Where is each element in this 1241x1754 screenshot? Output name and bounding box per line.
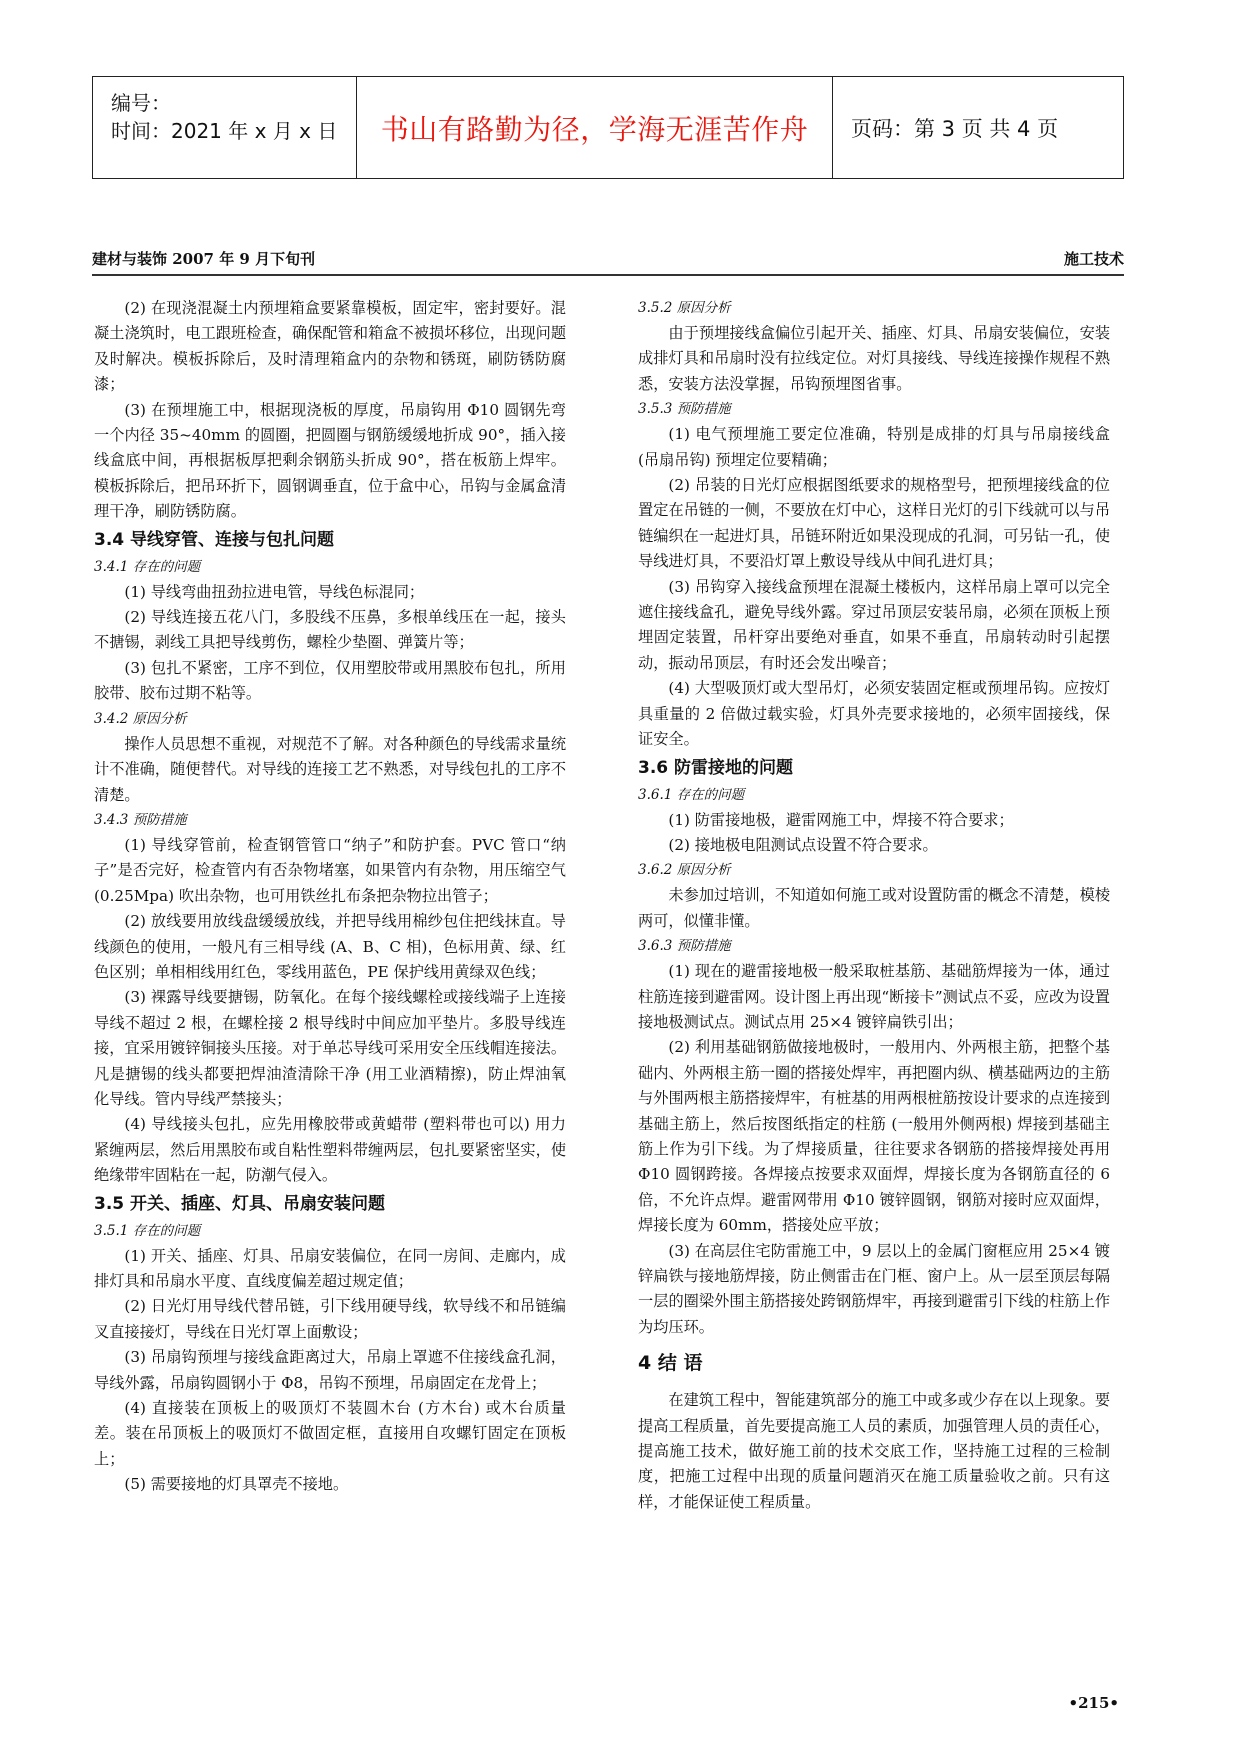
paragraph: (3) 吊钩穿入接线盒预埋在混凝土楼板内，这样吊扇上罩可以完全遮住接线盒孔，避免导线外露。穿过吊顶层安装吊扇，必须在顶板上预埋固定装置，吊杆穿出要绝对垂直，如果不垂直，吊扇转动时引起摆动，振动吊顶层，有时还会发出噪音；	[638, 577, 1110, 672]
page-number: •215•	[1068, 1694, 1119, 1712]
paragraph: (3) 吊扇钩预埋与接线盒距离过大，吊扇上罩遮不住接线盒孔洞，导线外露，吊扇钩圆钢小于 Φ8，吊钩不预埋，吊扇固定在龙骨上；	[94, 1348, 566, 1392]
paragraph: (3) 在预埋施工中，根据现浇板的厚度，吊扇钩用 Φ10 圆钢先弯一个内径 35~40mm 的圆圈，把圆圈与钢筋缓缓地折成 90°，插入接线盒底中间，再根据板厚把剩余钢筋头折成 90°，搭在板筋上焊牢。模板拆除后，把吊环折下，圆钢调垂直，位于盒中心，吊钩与金属盒清理干净，刷防锈防腐。	[94, 400, 566, 521]
page-label: 页码：第 3 页 共 4 页	[851, 116, 1059, 141]
section-heading: 3.5 开关、插座、灯具、吊扇安装问题	[94, 1193, 386, 1214]
paragraph: (4) 导线接头包扎，应先用橡胶带或黄蜡带 (塑料带也可以) 用力紧缠两层，然后用黑胶布或自粘性塑料带缠两层，包扎要紧密坚实，使绝缘带牢固粘在一起，防潮气侵入。	[94, 1115, 566, 1185]
section-heading: 3.6 防雷接地的问题	[638, 757, 794, 778]
subsection-heading: 3.4.1 存在的问题	[94, 558, 201, 575]
header-table	[92, 76, 1124, 179]
journal-name: 建材与装饰 2007 年 9 月下旬刊	[92, 250, 316, 268]
subsection-heading: 3.6.3 预防措施	[638, 938, 731, 955]
subsection-heading: 3.4.2 原因分析	[94, 710, 187, 727]
paragraph: 由于预埋接线盒偏位引起开关、插座、灯具、吊扇安装偏位，安装成排灯具和吊扇时没有拉线定位。对灯具接线、导线连接操作规程不熟悉，安装方法没掌握，吊钩预埋图省事。	[638, 324, 1110, 393]
paragraph: (1) 导线穿管前，检查钢管管口“纳子”和防护套。PVC 管口“纳子”是否完好，检查管内有否杂物堵塞，如果管内有杂物，用压缩空气 (0.25Mpa) 吹出杂物，也可用铁丝扎布条把杂物拉出管子；	[94, 835, 566, 905]
paragraph: (3) 裸露导线要搪锡，防氧化。在每个接线螺栓或接线端子上连接导线不超过 2 根，在螺栓接 2 根导线时中间应加平垫片。多股导线连接，宜采用镀锌铜接头压接。对于单芯导线可采用安全压线帽连接法。凡是搪锡的线头都要把焊油渣清除干净 (用工业酒精擦)，防止焊油氧化导线。管内导线严禁接头；	[94, 988, 566, 1108]
number-label: 编号：	[111, 91, 171, 115]
paragraph: (3) 在高层住宅防雷施工中，9 层以上的金属门窗框应用 25×4 镀锌扁铁与接地筋焊接，防止侧雷击在门框、窗户上。从一层至顶层每隔一层的圈梁外围主筋搭接处跨钢筋焊牢，再接到避雷引下线的柱筋上作为均压环。	[638, 1241, 1110, 1336]
paragraph: (1) 电气预埋施工要定位准确，特别是成排的灯具与吊扇接线盒 (吊扇吊钩) 预埋定位要精确；	[638, 425, 1110, 469]
paragraph: 未参加过培训，不知道如何施工或对设置防雷的概念不清楚，模棱两可，似懂非懂。	[638, 886, 1110, 930]
subsection-heading: 3.5.1 存在的问题	[94, 1222, 201, 1239]
paragraph: (2) 在现浇混凝土内预埋箱盒要紧靠模板，固定牢，密封要好。混凝土浇筑时，电工跟班检查，确保配管和箱盒不被损坏移位，出现问题及时解决。模板拆除后，及时清理箱盒内的杂物和锈斑，刷防锈防腐漆；	[94, 299, 566, 394]
subsection-heading: 3.4.3 预防措施	[94, 811, 187, 828]
motto: 书山有路勤为径，学海无涯苦作舟	[357, 77, 833, 178]
running-header	[92, 244, 1124, 276]
paragraph: 在建筑工程中，智能建筑部分的施工中或多或少存在以上现象。要提高工程质量，首先要提高施工人员的素质，加强管理人员的责任心，提高施工技术，做好施工前的技术交底工作，坚持施工过程的三检制度，把施工过程中出现的质量问题消灭在施工质量验收之前。只有这样，才能保证使工程质量。	[638, 1391, 1110, 1511]
paragraph: (3) 包扎不紧密，工序不到位，仅用塑胶带或用黑胶布包扎，所用胶带、胶布过期不粘等。	[94, 658, 566, 703]
paragraph: 操作人员思想不重视，对规范不了解。对各种颜色的导线需求量统计不准确，随便替代。对导线的连接工艺不熟悉，对导线包扎的工序不清楚。	[94, 734, 566, 804]
subsection-heading: 3.5.2 原因分析	[638, 300, 731, 316]
paragraph: (2) 日光灯用导线代替吊链，引下线用硬导线，软导线不和吊链编叉直接接灯，导线在日光灯罩上面敷设；	[94, 1297, 566, 1341]
paragraph: (2) 放线要用放线盘缓缓放线，并把导线用棉纱包住把线抹直。导线颜色的使用，一般凡有三相导线 (A、B、C 相)，色标用黄、绿、红色区别；单相相线用红色，零线用蓝色，PE 保护线用黄绿双色线；	[94, 912, 566, 981]
conclusion-heading: 4 结 语	[638, 1352, 703, 1375]
paragraph: (5) 需要接地的灯具罩壳不接地。	[124, 1475, 349, 1494]
paragraph: (2) 导线连接五花八门，多股线不压鼻，多根单线压在一起，接头不搪锡，剥线工具把导线剪伤，螺栓少垫圈、弹簧片等；	[94, 608, 566, 652]
paragraph: (2) 接地极电阻测试点设置不符合要求。	[668, 835, 938, 854]
paragraph: (1) 导线弯曲扭劲拉进电管，导线色标混同；	[124, 582, 425, 601]
paragraph: (2) 利用基础钢筋做接地极时，一般用内、外两根主筋，把整个基础内、外两根主筋一圈的搭接处焊牢，再把圈内纵、横基础两边的主筋与外围两根主筋搭接焊牢，有桩基的用两根桩筋按设计要求的点连接到基础主筋上，然后按图纸指定的柱筋 (一般用外侧两根) 焊接到基础主筋上作为引下线。为了焊接质量，往往要求各钢筋的搭接焊接处再用 Φ10 圆钢跨接。各焊接点按要求双面焊，焊接长度为各钢筋直径的 6 倍，不允许点焊。避雷网带用 Φ10 镀锌圆钢，钢筋对接时应双面焊，焊接长度为 60mm，搭接处应平放；	[638, 1038, 1110, 1235]
paragraph: (1) 开关、插座、灯具、吊扇安装偏位，在同一房间、走廊内，成排灯具和吊扇水平度、直线度偏差超过规定值；	[94, 1246, 566, 1290]
section-heading: 3.4 导线穿管、连接与包扎问题	[94, 529, 335, 550]
right-column	[638, 296, 1110, 1515]
subsection-heading: 3.6.2 原因分析	[638, 862, 731, 879]
paragraph: (1) 防雷接地极，避雷网施工中，焊接不符合要求；	[668, 810, 1014, 829]
paragraph: (2) 吊装的日光灯应根据图纸要求的规格型号，把预埋接线盒的位置定在吊链的一侧，不要放在灯中心，这样日光灯的引下线就可以与吊链编织在一起进灯具，吊链环附近如果没现成的孔洞，可另钻一孔，使导线进灯具，不要沿灯罩上敷设导线从中间孔进灯具；	[638, 476, 1110, 571]
subsection-heading: 3.5.3 预防措施	[638, 401, 731, 418]
subsection-heading: 3.6.1 存在的问题	[638, 786, 745, 803]
left-column	[94, 296, 566, 1498]
time-label: 时间：2021 年 x 月 x 日	[111, 119, 338, 143]
paragraph: (4) 大型吸顶灯或大型吊灯，必须安装固定框或预埋吊钩。应按灯具重量的 2 倍做过载实验，灯具外壳要求接地的，必须牢固接线，保证安全。	[638, 679, 1110, 749]
section-name: 施工技术	[1063, 250, 1124, 268]
header-left-cell	[93, 77, 357, 178]
paragraph: (1) 现在的避雷接地极一般采取桩基筋、基础筋焊接为一体，通过柱筋连接到避雷网。设计图上再出现“断接卡”测试点不妥，应改为设置接地极测试点。测试点用 25×4 镀锌扁铁引出；	[638, 962, 1110, 1031]
paragraph: (4) 直接装在顶板上的吸顶灯不装圆木台 (方木台) 或木台质量差。装在吊顶板上的吸顶灯不做固定框，直接用自攻螺钉固定在顶板上；	[94, 1399, 566, 1468]
